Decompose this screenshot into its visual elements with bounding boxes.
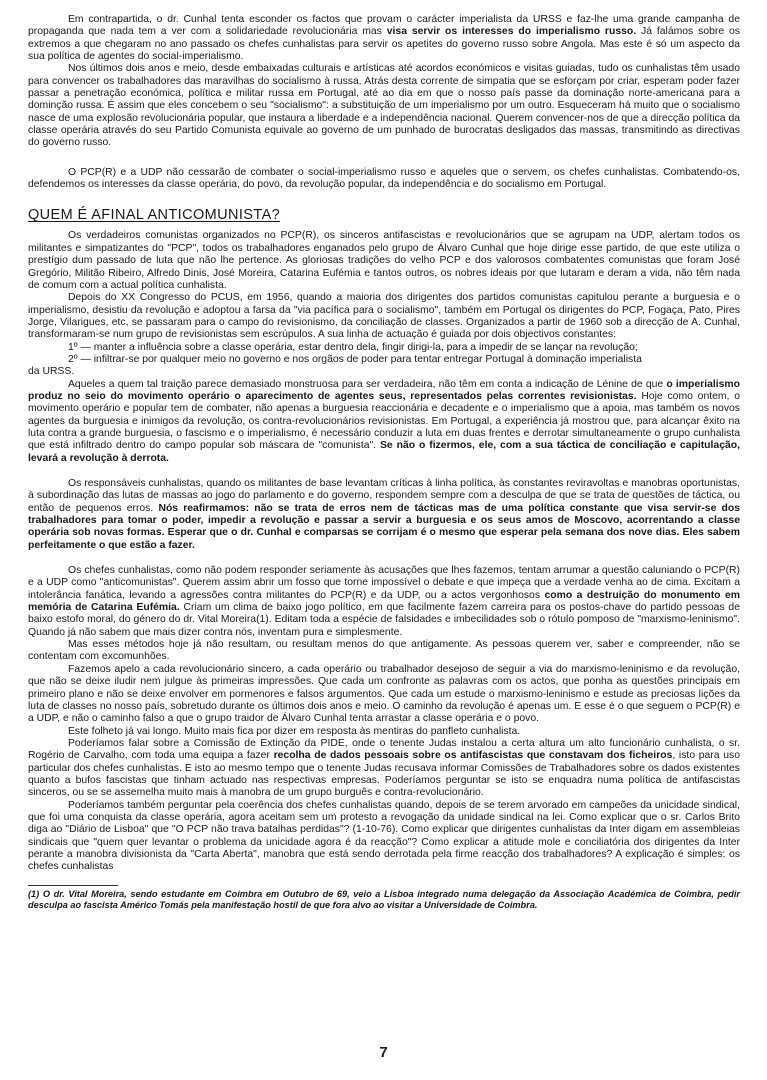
paragraph-12 (28, 738, 740, 800)
list-item-objective-2-continuation: da URSS. (28, 366, 75, 378)
section-heading: QUEM É AFINAL ANTICOMUNISTA? (28, 207, 281, 224)
paragraph-intro-3: O PCP(R) e a UDP não cessarão de combater o social-imperialismo russo e aqueles que o servem, os chefes cunhalistas. Combatendo-os, defendemos os interesses da classe operária, do povo, da revolução popular, da independência e do socialismo em Portugal. (28, 166, 740, 191)
paragraph-4: Os verdadeiros comunistas organizados no PCP(R), os sinceros antifascistas e revolucionários que se agrupam na UDP, alertam todos os militantes e simpatizantes do "PCP", todos os trabalhadores enganados pelo grupo de Álvaro Cunhal que hoje dirige esse partido, de que este utiliza o prestígio dum passado de luta que não lhe pertence. As gloriosas tradições do velho PCP e dos valorosos combatentes comunistas que foram José Gregório, Militão Ribeiro, Alfredo Dinis, José Moreira, Catarina Eufémia e tantos outros, os nobres ideais por que lutaram e deram a vida, não têm nada de comum com a actual política cunhalista. (28, 230, 740, 291)
paragraph-5: Depois do XX Congresso do PCUS, em 1956, quando a maioria dos dirigentes dos partidos comunistas capitulou perante a burguesia e o imperialismo, desistiu da revolução e adoptou a farsa da "via pacífica para o socialismo", também em Portugal os dirigentes do PCP, Fogaça, Pato, Pires Jorge, Vilarigues, etc, se passaram para o campo do revisionismo, da conciliação de classes. Organizados a partir de 1960 sob a direcção de A. Cunhal, transformaram-se num grupo de revisionistas sem escrúpulos. A sua linha de actuação é guiada por dois objectivos constantes: (28, 292, 740, 341)
paragraph-10: Fazemos apelo a cada revolucionário sincero, a cada operário ou trabalhador desejoso de seguir a via do marxismo-leninismo e da revolução, que não se deixe iludir nem julgue às primeiras impressões. Que cada um confronte as palavras com os actos, que ponha as questões principais em primeiro plano e não se deixe envolver em pormenores e falsos argumentos. Que cada um estude o marxismo-leninismo e estude as preciosas lições da luta de classes no nosso país, sobretudo durante os últimos dois anos e meio. O caminho da revolução é apenas um. E esse é o que seguem o PCP(R) e a UDP, e não o caminho falso a que o grupo traidor de Álvaro Cunhal tenta arrastar a classe operária e o povo. (28, 663, 740, 725)
bold-text: recolha de dados pessoais sobre os antifascistas que constavam dos ficheiros (273, 750, 673, 762)
bold-text: Se não o fizermos, ele, com a sua táctica de conciliação e capitulação, levará a revolução à derrota. (28, 440, 740, 464)
document-page (28, 14, 740, 911)
text: Criam um clima de baixo jogo político, em que facilmente fazem carreira para os postos-chave do partido pessoas de baixo estofo moral, do género do dr. Vital Moreira(1). Editam toda a espécie de falsidades e imbecilidades sob o rótulo pomposo de "marxismo-leninismo". Quando já não sabem que mais dizer contra nós, inventam pura e simplesmente. (28, 602, 740, 638)
bold-text: o imperialismo produz no seio do movimento operário o aparecimento de agentes seus, representados pelas correntes revisionistas. (28, 378, 740, 402)
text: Em contrapartida, o dr. Cunhal tenta esconder os factos que provam o carácter imperialista da URSS e faz-lhe uma grande campanha de propaganda que nada tem a ver com a solidariedade revolucionária mas (28, 14, 740, 38)
paragraph-7 (28, 478, 740, 552)
footnote: (1) O dr. Vital Moreira, sendo estudante em Coimbra em Outubro de 69, veio a Lisboa integrado numa delegação da Associação Académica de Coimbra, pedir desculpa ao fascista Américo Tomás pela manifestação hostil de que fora alvo ao visitar a Universidade de Coimbra. (28, 888, 740, 910)
bold-text: visa servir os interesses do imperialismo russo. (386, 26, 637, 38)
paragraph-9: Mas esses métodos hoje já não resultam, ou resultam menos do que antigamente. As pessoas querem ver, saber e compreender, não se contentam com excomunhões. (28, 639, 740, 663)
text: Hoje como ontem, o movimento operário e popular tem de combater, não apenas a burguesia reaccionária e decadente e o imperialismo que a apoia, mas também os novos agentes da burguesia e inimigos da revolução, os contra-revolucionários revisionistas. Em Portugal, a experiência já mostrou que, para alcançar êxito na luta contra a grande burguesia, o fascismo e o imperialismo, é necessário conduzir a luta em duas frentes e derrotar simultaneamente o grupo cunhalista que está infiltrado dentro do campo popular sob máscara de "comunista". (28, 390, 740, 452)
text: Os chefes cunhalistas, como não podem responder seriamente às acusações que lhes fazemos, tentam arrumar a questão caluniando o PCP(R) e a UDP como "anticomunistas". Querem assim abrir um fosso que torne impossível o debate e que impeça que a verdade venha ao de cima. Excitam a intolerância fanática, levando a agressões contra militantes do PCP(R) e da UDP, ou a actos vergonhosos (28, 565, 740, 601)
footnote-divider (28, 885, 118, 886)
paragraph-11: Este folheto já vai longo. Muito mais fica por dizer em resposta às mentiras do panfleto cunhalista. (68, 725, 521, 737)
paragraph-6 (28, 379, 740, 465)
paragraph-intro-1 (28, 14, 740, 63)
paragraph-13: Poderíamos também perguntar pela coerência dos chefes cunhalistas quando, depois de se terem arvorado em campeões da unicidade sindical, que foi uma conquista da classe operária, agora aceitam sem um protesto a revogação da unidade sindical na lei. Como explicar que o sr. Carlos Brito diga ao "Diário de Lisboa" que "O PCP não trava batalhas perdidas"? (1-10-76). Como explicar que dirigentes cunhalistas da Inter digam em assembleias sindicais que "quem quer levantar o problema da unicidade agora é da reacção"? Como explicar a atitude mole e conciliatória dos dirigentes da Inter perante a manobra divisionista da "Carta Aberta", manobra que está sendo derrotada pela firme reacção dos trabalhadores? A explicação é simples: os chefes cunhalistas (28, 799, 740, 873)
paragraph-intro-2: Nos últimos dois anos e meio, desde embaixadas culturais e artísticas até acordos económicos e visitas guiadas, tudo os cunhalistas têm usado para convencer os trabalhadores das maravilhas do socialismo à russa. Atrás desta corrente de simpatia que se esforçam por criar, esperam poder fazer passar a penetração económica, política e militar russa em Portugal, até ao dia em que o nosso país passe da dominação norte-americana para a dominção russa. É assim que eles concebem o seu "socialismo": a substituição de um imperialismo por um outro. Esqueceram há muito que o socialismo nasce de uma explosão revolucionária popular, que instaura a liberdade e a independência nacional. Querem convencer-nos de que a direcção política da classe operária através do seu Partido Comunista equivale ao governo de um punhado de burocratas desligados das massas, transmitindo as directivas do governo russo. (28, 63, 740, 149)
bold-text: como a destruição do monumento em memória de Catarina Eufémia. (28, 589, 740, 614)
page-number: 7 (379, 1044, 388, 1061)
paragraph-8 (28, 565, 740, 639)
list-item-objective-2: 2º — infiltrar-se por qualquer meio no governo e nos orgãos de poder para tentar entregar Portugal à dominação imperialista (68, 353, 642, 365)
list-item-objective-1: 1º — manter a influência sobre a classe operária, estar dentro dela, fingir dirigi-la, para a impedir de se lançar na revolução; (68, 341, 638, 353)
text: Poderíamos falar sobre a Comissão de Extinção da PIDE, onde o tenente Judas instalou a certa altura um alto funcionário cunhalista, o sr. Rogério de Carvalho, com toda uma equipa a fazer (28, 737, 740, 762)
text: Já falámos sobre os extremos a que chegaram no ano passado os chefes cunhalistas para servir os apetites do governo russo sobre Angola. Mas este é só um aspecto da sua política de agentes do social-imperialismo. (28, 26, 740, 63)
bold-text: Nós reafirmamos: não se trata de erros nem de tácticas mas de uma política constante que visa servir-se dos trabalhadores para tomar o poder, impedir a revolução e passar a servir a burguesia e os seus amos de Moscovo, acorrentando a classe operária sob novas formas. Esperar que o dr. Cunhal e comparsas se corrijam é o mesmo que esperar pela semana dos nove dias. Eles sabem perfeitamente o que estão a fazer. (28, 502, 740, 551)
text: Aqueles a quem tal traição parece demasiado monstruosa para ser verdadeira, não têm em conta a indicação de Lénine de que (68, 378, 667, 390)
text: , isto para uso particular dos chefes cunhalistas. E isto ao mesmo tempo que o tenente Judas recusava informar Comissões de Trabalhadores sobre os dados existentes quanto a bufos fascistas que tinham actuado nas respectivas empresas. Poderíamos perguntar se isto se enquadra numa política de antifascistas sinceros, ou se se assemelha muito mais à manobra de um grupo burguês e contra-revolucionário. (28, 750, 740, 799)
text: Os responsáveis cunhalistas, quando os militantes de base levantam críticas à linha política, às constantes reviravoltas e manobras oportunistas, à subordinação das lutas de massas ao jogo do parlamento e do governo, respondem sempre com a desculpa de que se trata de questões de táctica, ou então de pequenos erros. (28, 478, 740, 514)
